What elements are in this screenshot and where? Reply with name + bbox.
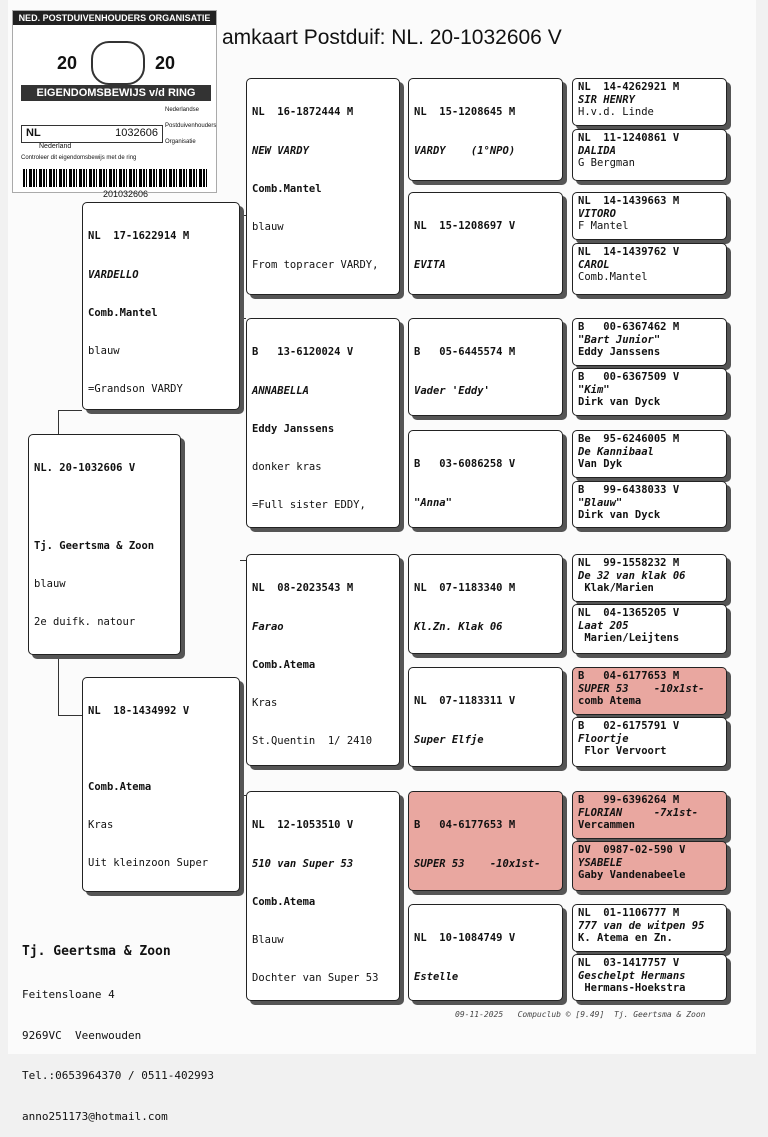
connector-line xyxy=(58,655,59,715)
ring-year-right: 20 xyxy=(155,53,176,73)
ring-number: NL 14-1439762 V xyxy=(578,246,680,258)
pigeon-card-mmf[interactable] xyxy=(408,791,563,891)
ring-number: B 00-6367509 V xyxy=(578,371,680,383)
ring-number: NL 15-1208697 V xyxy=(414,220,516,233)
pigeon-name: Vader 'Eddy' xyxy=(414,384,490,397)
pigeon-name: Super Elfje xyxy=(414,733,484,746)
ring-number: NL 12-1053510 V xyxy=(252,819,354,832)
ring-number: NL 14-1439663 M xyxy=(578,195,680,207)
owner-address: Feitensloane 4 xyxy=(22,988,115,1001)
ring-number: NL 07-1183340 M xyxy=(414,582,516,595)
ring-number: NL 11-1240861 V xyxy=(578,132,680,144)
pigeon-card-g8[interactable] xyxy=(572,481,727,528)
ring-number: DV 0987-02-590 V xyxy=(578,844,686,856)
breeder-name: comb Atema xyxy=(578,695,642,708)
footer-credit: 09-11-2025 Compuclub © [9.49] Tj. Geertsma & Zoon xyxy=(455,1010,706,1019)
pigeon-emblem-icon xyxy=(91,41,145,85)
page-title: amkaart Postduif: NL. 20-1032606 V xyxy=(222,26,562,49)
pigeon-card-fmf[interactable] xyxy=(408,318,563,416)
pigeon-name: "Blauw" xyxy=(578,496,623,509)
pigeon-card-g2[interactable] xyxy=(572,129,727,181)
pigeon-name: SUPER 53 -10x1st- xyxy=(578,682,705,695)
ring-number: NL 16-1872444 M xyxy=(252,106,354,119)
breeder-name: Comb.Mantel xyxy=(578,271,648,284)
ring-number: NL 10-1084749 V xyxy=(414,932,516,945)
breeder-name: Dirk van Dyck xyxy=(578,509,661,522)
pigeon-card-mff[interactable] xyxy=(408,554,563,654)
detail-line: =Full sister EDDY, xyxy=(252,498,366,511)
pigeon-card-g14[interactable] xyxy=(572,841,727,891)
pigeon-card-subject[interactable] xyxy=(28,434,181,655)
connector-line xyxy=(240,318,246,319)
pigeon-name: Geschelpt Hermans xyxy=(578,969,686,982)
ring-number: B 03-6086258 V xyxy=(414,458,516,471)
ring-number: B 04-6177653 M xyxy=(578,670,680,682)
pigeon-card-g3[interactable] xyxy=(572,192,727,240)
barcode-icon xyxy=(23,169,208,187)
pigeon-name: Kl.Zn. Klak 06 xyxy=(414,620,503,633)
owner-phone: Tel.:0653964370 / 0511-402993 xyxy=(22,1069,215,1082)
breeder-name: F Mantel xyxy=(578,220,629,233)
pigeon-name: VARDY (1°NPO) xyxy=(414,144,516,157)
pigeon-name: CAROL xyxy=(578,258,610,271)
detail-line: Blauw xyxy=(252,933,284,946)
ring-number: NL 15-1208645 M xyxy=(414,106,516,119)
ring-number: B 04-6177653 M xyxy=(414,819,516,832)
breeder-name: Comb.Atema xyxy=(88,780,152,793)
ring-number: NL 07-1183311 V xyxy=(414,695,516,708)
breeder-name: Marien/Leijtens xyxy=(578,632,680,645)
pigeon-card-fm[interactable] xyxy=(246,318,400,528)
breeder-name: Comb.Atema xyxy=(252,895,316,908)
ring-card-banner: EIGENDOMSBEWIJS v/d RING xyxy=(21,85,211,101)
breeder-name: Vercammen xyxy=(578,819,635,832)
pigeon-card-g9[interactable] xyxy=(572,554,727,602)
ring-number: NL 14-4262921 M xyxy=(578,81,680,93)
ring-number: B 99-6396264 M xyxy=(578,794,680,806)
pigeon-name: FLORIAN -7x1st- xyxy=(578,806,699,819)
ring-number: Be 95-6246005 M xyxy=(578,433,680,445)
breeder-name: Dirk van Dyck xyxy=(578,396,661,409)
ring-number: NL 03-1417757 V xyxy=(578,957,680,969)
detail-line: Kras xyxy=(88,819,114,832)
pigeon-card-g13[interactable] xyxy=(572,791,727,839)
pigeon-name: Laat 205 xyxy=(578,619,629,632)
detail-line: blauw xyxy=(88,344,120,357)
ring-legend-n: Nederlandse xyxy=(165,107,200,113)
owner-email: anno251173@hotmail.com xyxy=(22,1109,168,1123)
breeder-name: Comb.Atema xyxy=(252,658,316,671)
pigeon-name: VARDELLO xyxy=(88,268,139,281)
pigeon-name: De 32 van klak 06 xyxy=(578,569,686,582)
breeder-name: Flor Vervoort xyxy=(578,745,667,758)
pigeon-card-g1[interactable] xyxy=(572,78,727,126)
ring-country: NL xyxy=(26,127,41,139)
pigeon-card-g16[interactable] xyxy=(572,954,727,1001)
breeder-name: Comb.Mantel xyxy=(88,306,158,319)
ring-number: NL 08-2023543 M xyxy=(252,582,354,595)
pigeon-name: YSABELE xyxy=(578,856,623,869)
pigeon-card-mother[interactable] xyxy=(82,677,240,892)
detail-line: 2e duifk. natour xyxy=(34,616,136,629)
ring-number: NL 18-1434992 V xyxy=(88,705,190,718)
pigeon-card-fff[interactable] xyxy=(408,78,563,181)
pigeon-name: ANNABELLA xyxy=(252,384,309,397)
pigeon-name: 777 van de witpen 95 xyxy=(578,919,705,932)
ring-country-full: Nederland xyxy=(39,143,72,150)
pigeon-card-g10[interactable] xyxy=(572,604,727,654)
detail-line: Uit kleinzoon Super xyxy=(88,857,209,870)
breeder-name: Eddy Janssens xyxy=(578,346,661,359)
ring-ownership-card xyxy=(12,10,217,199)
ring-card-header: NED. POSTDUIVENHOUDERS ORGANISATIE xyxy=(13,11,216,25)
pigeon-card-mfm[interactable] xyxy=(408,667,563,767)
breeder-name: H.v.d. Linde xyxy=(578,106,654,119)
pigeon-name: "Bart Junior" xyxy=(578,333,661,346)
detail-line xyxy=(34,654,175,655)
breeder-name: Van Dyk xyxy=(578,458,623,471)
pigeon-card-ffm[interactable] xyxy=(408,192,563,295)
breeder-name: K. Atema en Zn. xyxy=(578,932,673,945)
pigeon-card-mf[interactable] xyxy=(246,554,400,766)
ring-legend-p: Postduivenhouders xyxy=(165,123,217,129)
ring-number: B 02-6175791 V xyxy=(578,720,680,732)
connector-line xyxy=(58,715,82,716)
pigeon-name: De Kannibaal xyxy=(578,445,654,458)
connector-line xyxy=(58,410,59,434)
pigeon-card-father[interactable] xyxy=(82,202,240,410)
pigeon-card-mm[interactable] xyxy=(246,791,400,1001)
ring-code-field xyxy=(21,125,163,143)
ring-number: NL 99-1558232 M xyxy=(578,557,680,569)
detail-line: donker kras xyxy=(252,460,322,473)
pigeon-name: Floortje xyxy=(578,732,629,745)
ring-number: 1032606 xyxy=(115,127,158,139)
pigeon-card-g15[interactable] xyxy=(572,904,727,952)
ring-number: NL 17-1622914 M xyxy=(88,230,190,243)
owner-name: Tj. Geertsma & Zoon xyxy=(22,944,171,959)
pigeon-name: EVITA xyxy=(414,258,446,271)
breeder-name: Klak/Marien xyxy=(578,582,654,595)
ring-number: B 05-6445574 M xyxy=(414,346,516,359)
ring-number: NL 01-1106777 M xyxy=(578,907,680,919)
detail-line: =Grandson VARDY xyxy=(88,382,183,395)
pigeon-card-g11[interactable] xyxy=(572,667,727,715)
breeder-name: Eddy Janssens xyxy=(252,422,335,435)
ring-number: B 13-6120024 V xyxy=(252,346,354,359)
ring-number: B 00-6367462 M xyxy=(578,321,680,333)
pigeon-name: SUPER 53 -10x1st- xyxy=(414,857,541,870)
pigeon-card-mmm[interactable] xyxy=(408,904,563,1001)
ring-year-left: 20 xyxy=(57,53,78,73)
pigeon-name: NEW VARDY xyxy=(252,144,309,157)
pigeon-card-g7[interactable] xyxy=(572,430,727,478)
detail-line: St.Quentin 1/ 2410 xyxy=(252,734,373,747)
breeder-name: Comb.Mantel xyxy=(252,182,322,195)
pigeon-name: VITORO xyxy=(578,207,616,220)
pigeon-name: Farao xyxy=(252,620,284,633)
ring-number: B 99-6438033 V xyxy=(578,484,680,496)
owner-city: 9269VC Veenwouden xyxy=(22,1028,142,1042)
pigeon-name: "Kim" xyxy=(578,383,610,396)
ring-card-note: Controleer dit eigendomsbewijs met de ring xyxy=(21,155,137,161)
pigeon-card-g5[interactable] xyxy=(572,318,727,366)
pigeon-name: 510 van Super 53 xyxy=(252,857,354,870)
pigeon-card-g12[interactable] xyxy=(572,717,727,767)
ring-legend-o: Organisatie xyxy=(165,139,196,145)
ring-number: NL 04-1365205 V xyxy=(578,607,680,619)
pigeon-name: SIR HENRY xyxy=(578,93,635,106)
pigeon-name: DALIDA xyxy=(578,144,616,157)
owner-name: Tj. Geertsma & Zoon xyxy=(34,539,155,552)
breeder-name: G Bergman xyxy=(578,157,635,170)
breeder-name: Hermans-Hoekstra xyxy=(578,982,686,995)
breeder-name: Gaby Vandenabeele xyxy=(578,869,686,882)
detail-line: blauw xyxy=(252,220,284,233)
pigeon-card-g4[interactable] xyxy=(572,243,727,295)
pigeon-card-fmm[interactable] xyxy=(408,430,563,528)
connector-line xyxy=(58,410,82,411)
detail-line: From topracer VARDY, xyxy=(252,258,379,271)
owner-block xyxy=(22,916,214,1137)
pigeon-card-ff[interactable] xyxy=(246,78,400,295)
detail-line: blauw xyxy=(34,578,66,591)
barcode-number: 201032606 xyxy=(103,189,149,199)
ring-number: NL. 20-1032606 V xyxy=(34,462,136,475)
pigeon-card-g6[interactable] xyxy=(572,368,727,416)
detail-line: Dochter van Super 53 xyxy=(252,971,379,984)
pigeon-name: "Anna" xyxy=(414,496,452,509)
pigeon-name: Estelle xyxy=(414,970,459,983)
detail-line: Kras xyxy=(252,696,278,709)
